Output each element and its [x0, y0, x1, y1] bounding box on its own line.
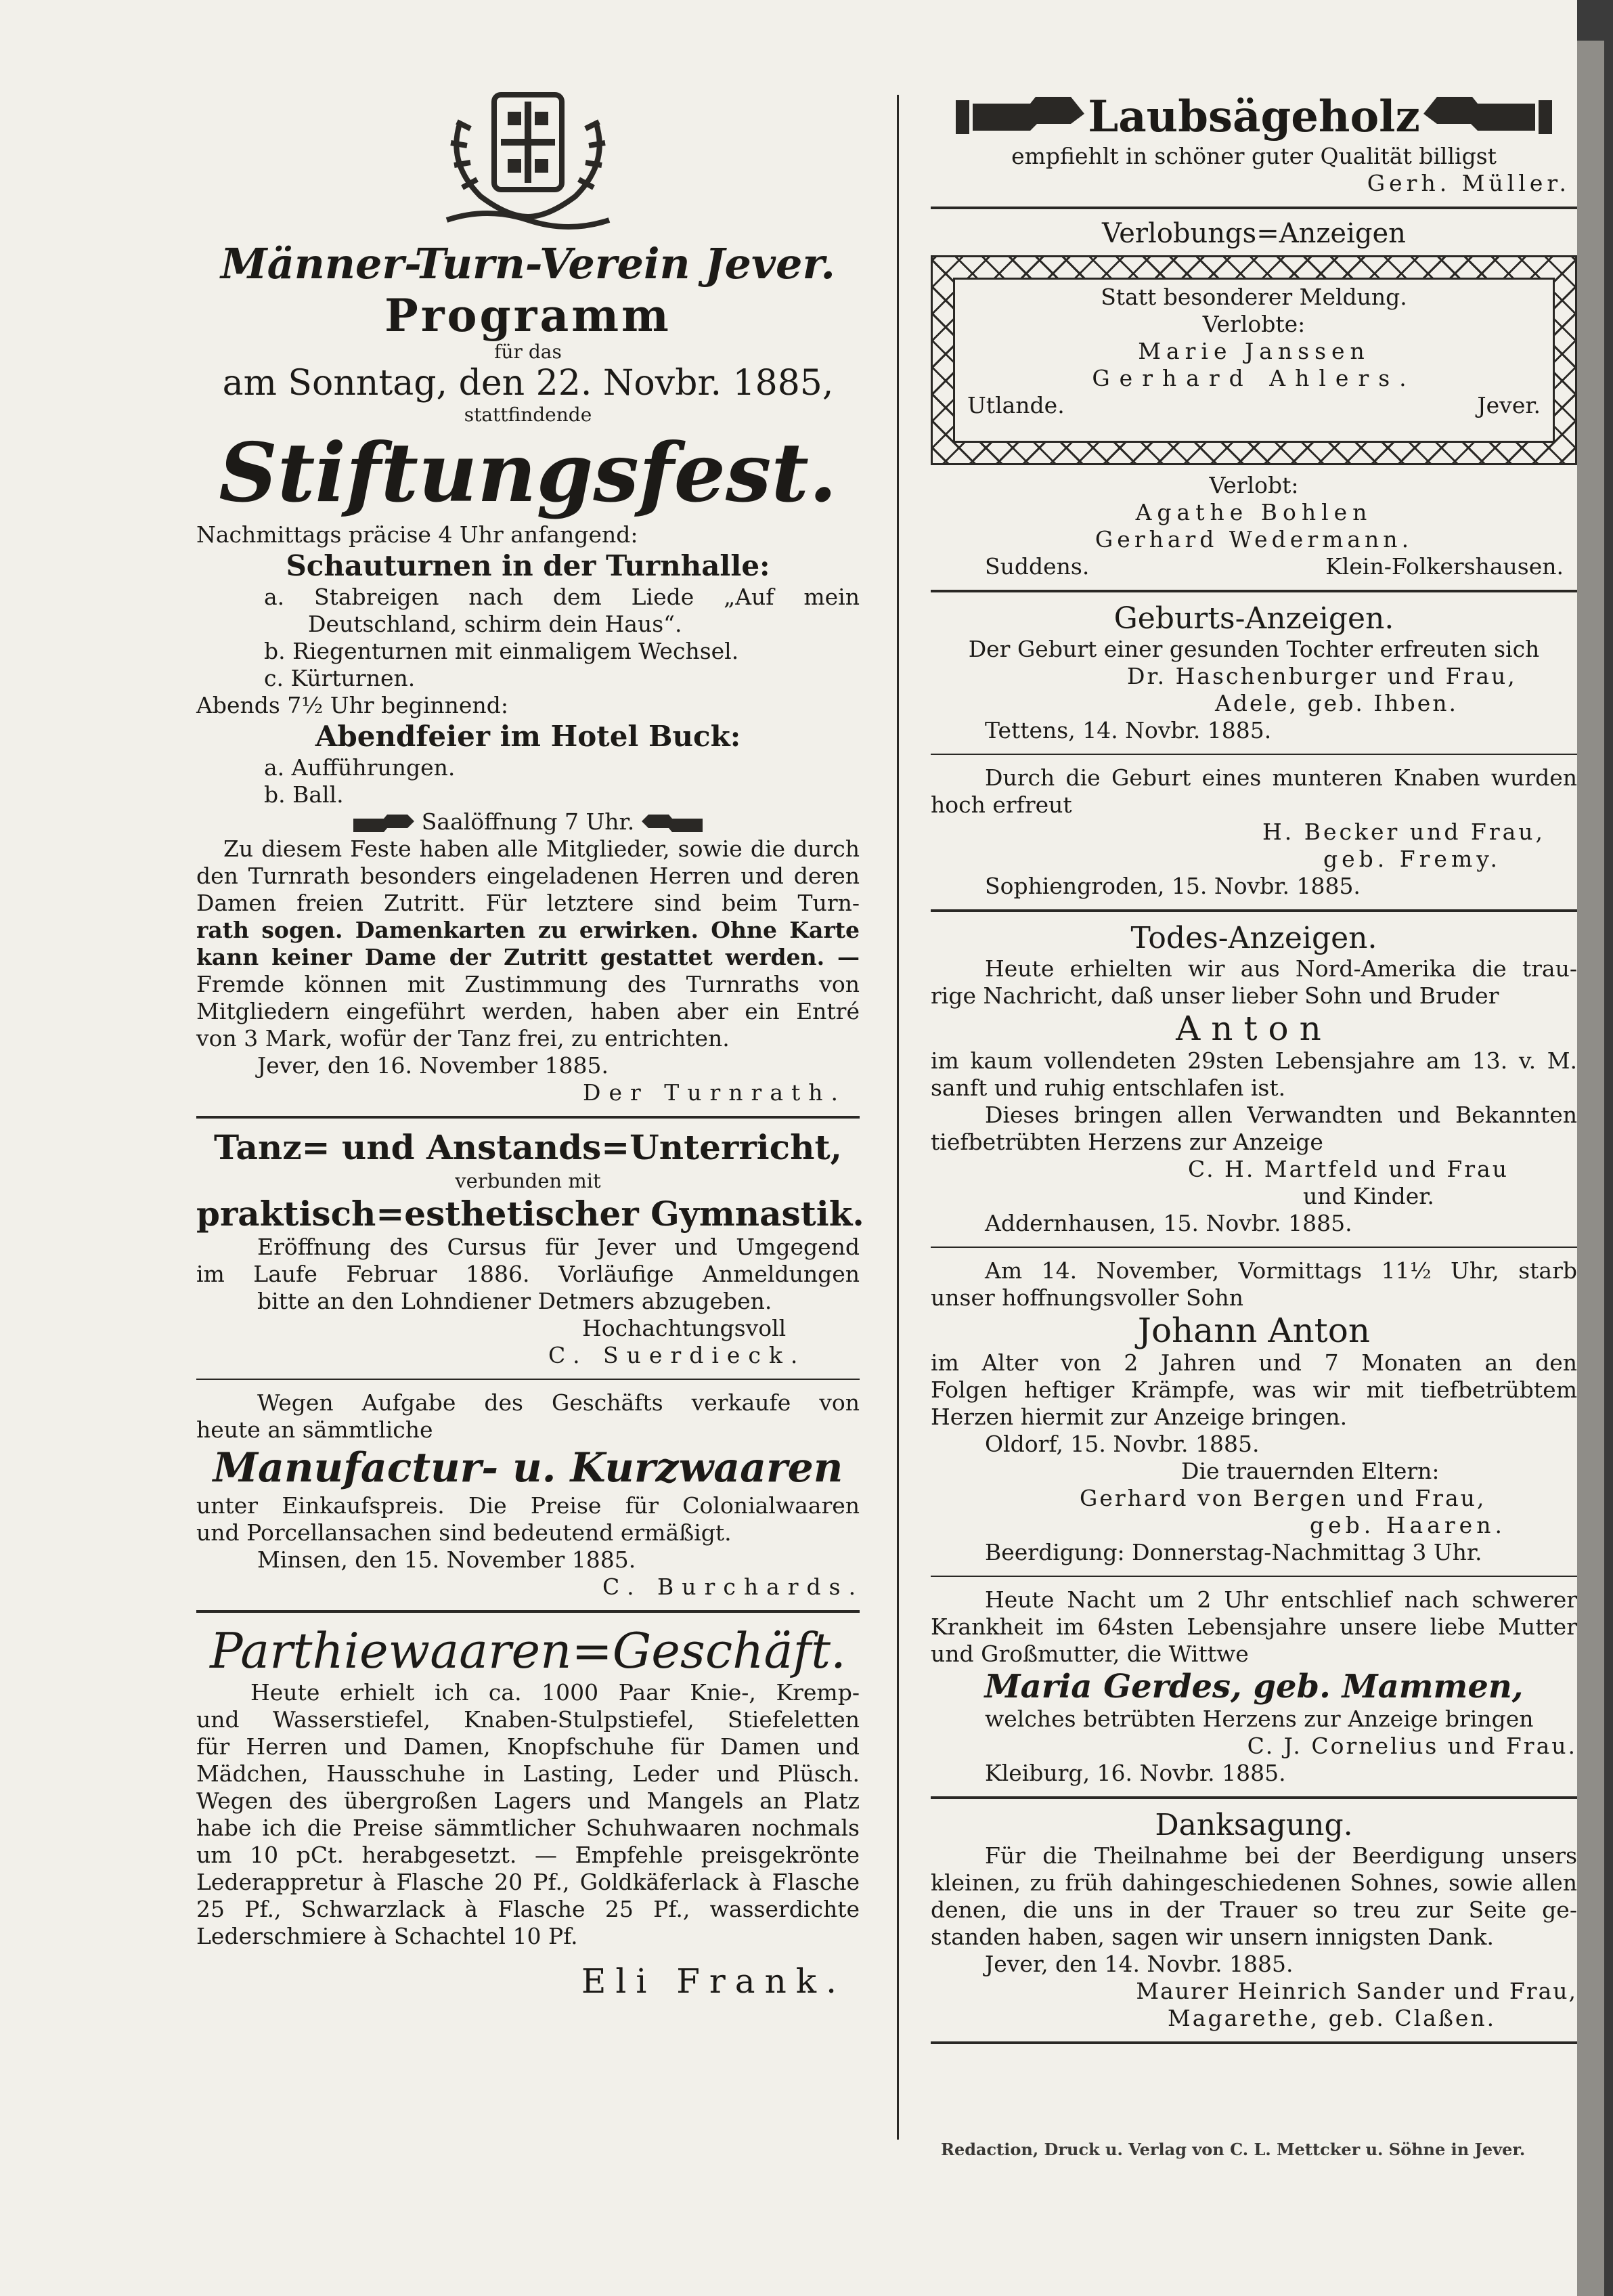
wegen-line-2: heute an sämmtliche — [196, 1416, 433, 1443]
tod2-line-2: unser hoffnungsvoller Sohn — [931, 1284, 1244, 1311]
verlobt-label: Verlobt: — [1209, 472, 1299, 498]
parthie-line-1: Heute erhielt ich ca. 1000 Paar Knie-, Kremp- — [250, 1679, 860, 1706]
kinder: und Kinder. — [1303, 1183, 1434, 1209]
haschenburger: Dr. Haschenburger und Frau, — [1127, 663, 1517, 689]
hochachtungsvoll: Hochachtungsvoll — [582, 1315, 787, 1341]
item2-a: a. Aufführungen. — [264, 754, 456, 781]
dank-line-1: Für die Theilnahme bei der Beerdigung unsers — [985, 1842, 1577, 1869]
item-a1: a. Stabreigen nach dem Liede „Auf mein — [264, 584, 860, 610]
verlobungs-heading: Verlobungs=Anzeigen — [1102, 218, 1406, 249]
places-row — [967, 392, 1541, 419]
parthie-line-9: 25 Pf., Schwarzlack à Flasche 25 Pf., wasserdichte — [196, 1896, 860, 1922]
item2-b: b. Ball. — [264, 781, 344, 808]
adele: Adele, geb. Ihben. — [1215, 690, 1458, 716]
geburts-heading: Geburts-Anzeigen. — [1113, 601, 1394, 636]
item-b: b. Riegenturnen mit einmaligem Wechsel. — [264, 638, 739, 664]
johann-anton-name: Johann Anton — [1137, 1311, 1371, 1350]
parthie-line-4: Mädchen, Hausschuhe in Lasting, Leder und Plüsch. — [196, 1760, 860, 1787]
gymnastik-heading: praktisch=esthetischer Gymnastik. — [196, 1194, 864, 1234]
tanz-line-2: im Laufe Februar 1886. Vorläufige Anmeldungen — [196, 1261, 860, 1287]
jever: Jever. — [1477, 392, 1541, 418]
rule-r5 — [931, 1247, 1577, 1248]
laub-body: empfiehlt in schöner guter Qualität billigst — [1011, 143, 1497, 169]
item-a2: Deutschland, schirm dein Haus“. — [308, 611, 682, 637]
wedermann-name: Gerhard Wedermann. — [1095, 526, 1413, 553]
marie-name: Marie Janssen — [1138, 338, 1370, 364]
maria-gerdes-name: Maria Gerdes, geb. Mammen, — [984, 1668, 1524, 1706]
body-line-4: rath sogen. Damenkarten zu erwirken. Ohne Karte — [196, 917, 860, 943]
mueller-signature: Gerh. Müller. — [1367, 170, 1570, 196]
bergen: Gerhard von Bergen und Frau, — [1080, 1485, 1486, 1511]
stattfindende: stattfindende — [464, 404, 592, 426]
manufactur-line-1: unter Einkaufspreis. Die Preise für Colonialwaaren — [196, 1492, 860, 1519]
kleiburg-date: Kleiburg, 16. Novbr. 1885. — [985, 1760, 1286, 1786]
beerdigung: Beerdigung: Donnerstag-Nachmittag 3 Uhr. — [985, 1539, 1482, 1565]
parthie-heading: Parthiewaaren=Geschäft. — [210, 1622, 846, 1679]
verlobte-label: Verlobte: — [1202, 311, 1306, 337]
fuer-das: für das — [494, 341, 562, 363]
todes-heading: Todes-Anzeigen. — [1130, 921, 1377, 955]
sophien-date: Sophiengroden, 15. Novbr. 1885. — [985, 873, 1361, 899]
nachmittags-line: Nachmittags präcise 4 Uhr anfangend: — [196, 521, 638, 548]
agathe-name: Agathe Bohlen — [1135, 499, 1373, 525]
statt-line: Statt besonderer Meldung. — [1101, 284, 1407, 310]
left-column — [196, 81, 864, 2003]
abends-line: Abends 7½ Uhr beginnend: — [196, 692, 508, 718]
dank-line-3: denen, die uns in der Trauer so treu zur Seite ge- — [931, 1897, 1577, 1923]
rule-r1 — [931, 207, 1577, 209]
tod2b-line-3: Herzen hiermit zur Anzeige bringen. — [931, 1404, 1348, 1430]
sander: Maurer Heinrich Sander und Frau, — [1136, 1978, 1577, 2004]
tanz-line-1: Eröffnung des Cursus für Jever und Umgegend — [257, 1234, 860, 1260]
parthie-line-3: für Herren und Damen, Knopfschuhe für Damen und — [196, 1733, 860, 1760]
tod1-line-2: rige Nachricht, daß unser lieber Sohn und Bruder — [931, 982, 1499, 1009]
saaloeffnung-line — [196, 808, 860, 836]
tod1b-line-1: im kaum vollendeten 29sten Lebensjahre am 13. v. M. — [931, 1047, 1577, 1074]
rule-r2 — [931, 590, 1577, 592]
body-line-7: Mitgliedern eingeführt werden, haben aber ein Entré — [196, 998, 860, 1024]
eli-frank-signature: Eli Frank. — [581, 1962, 846, 2001]
body-line-8: von 3 Mark, wofür der Tanz frei, zu entrichten. — [196, 1025, 730, 1052]
burchards-signature: C. Burchards. — [602, 1574, 864, 1600]
parthie-line-5: Wegen des übergroßen Lagers und Mangels an Platz — [196, 1788, 860, 1814]
saaloeffnung-text: Saalöffnung 7 Uhr. — [421, 808, 635, 835]
verlobung-frame — [931, 255, 1577, 465]
verlobung-frame-inner — [953, 278, 1555, 443]
rule-r3 — [931, 754, 1577, 755]
jever14-date: Jever, den 14. Novbr. 1885. — [985, 1951, 1294, 1977]
column-divider — [897, 95, 899, 2140]
geburt2-line-1: Durch die Geburt eines munteren Knaben wurden — [985, 764, 1577, 791]
pointing-hand-left-icon — [1423, 93, 1552, 141]
eltern-label: Die trauernden Eltern: — [1181, 1458, 1440, 1484]
rule-r7 — [931, 1796, 1577, 1799]
tanz-heading: Tanz= und Anstands=Unterricht, — [214, 1127, 842, 1167]
right-column — [931, 91, 1577, 2054]
parthie-line-2: und Wasserstiefel, Knaben-Stulpstiefel, Stiefeletten — [196, 1706, 860, 1733]
tod3-line-2: Krankheit im 64sten Lebensjahre unsere liebe Mutter — [931, 1613, 1577, 1640]
geburt-line-1: Der Geburt einer gesunden Tochter erfreuten sich — [968, 636, 1540, 662]
welches-line: welches betrübten Herzens zur Anzeige bringen — [985, 1706, 1534, 1732]
tanz-line-3: bitte an den Lohndiener Detmers abzugeben. — [257, 1288, 772, 1314]
body-line-5: kann keiner Dame der Zutritt gestattet werden. — — [196, 944, 860, 970]
verbunden-mit: verbunden mit — [455, 1169, 601, 1192]
dank-line-4: standen haben, sagen wir unsern innigsten Dank. — [931, 1924, 1494, 1950]
item-c: c. Kürturnen. — [264, 665, 416, 691]
laubsaege-heading-row — [931, 91, 1577, 143]
cornelius: C. J. Cornelius und Frau. — [1247, 1733, 1577, 1759]
laubsaege-heading: Laubsägeholz — [1088, 91, 1420, 142]
body-line-2: den Turnrath besonders eingeladenen Herren und deren — [196, 863, 860, 889]
minsen-date: Minsen, den 15. November 1885. — [257, 1546, 636, 1573]
rule-2 — [196, 1379, 860, 1380]
tod2b-line-1: im Alter von 2 Jahren und 7 Monaten an den — [931, 1349, 1577, 1376]
geburt2-line-2: hoch erfreut — [931, 792, 1072, 818]
tod3-line-1: Heute Nacht um 2 Uhr entschlief nach schwerer — [985, 1586, 1577, 1613]
parthie-line-7: um 10 pCt. herabgesetzt. — Empfehle preisgekrönte — [196, 1842, 860, 1868]
body-line-1: Zu diesem Feste haben alle Mitglieder, sowie die durch — [223, 836, 860, 862]
tod1b-line-4: tiefbetrübten Herzens zur Anzeige — [931, 1129, 1323, 1155]
schauturnen-heading: Schauturnen in der Turnhalle: — [286, 549, 770, 582]
parthie-line-8: Lederappretur à Flasche 20 Pf., Goldkäferlack à Flasche — [196, 1869, 860, 1895]
pointing-hand-right-icon — [353, 813, 414, 833]
body-line-3: Damen freien Zutritt. Für letztere sind beim Turn- — [196, 890, 860, 916]
suerdieck-signature: C. Suerdieck. — [548, 1342, 806, 1368]
jever-date: Jever, den 16. November 1885. — [257, 1052, 609, 1079]
page-edge — [1577, 41, 1604, 2296]
fremy: geb. Fremy. — [1323, 846, 1502, 872]
tettens-date: Tettens, 14. Novbr. 1885. — [985, 717, 1272, 743]
tod1-line-1: Heute erhielten wir aus Nord-Amerika die trau- — [985, 955, 1577, 982]
turnverein-emblem-icon — [406, 81, 650, 237]
manufactur-heading: Manufactur- u. Kurzwaaren — [213, 1444, 843, 1492]
magarethe: Magarethe, geb. Claßen. — [1168, 2005, 1497, 2031]
tod1b-line-2: sanft und ruhig entschlafen ist. — [931, 1075, 1286, 1101]
anton-name: Anton — [1176, 1009, 1332, 1048]
tod2-line-1: Am 14. November, Vormittags 11½ Uhr, starb — [985, 1257, 1577, 1284]
addern-date: Addernhausen, 15. Novbr. 1885. — [985, 1210, 1352, 1236]
martfeld: C. H. Martfeld und Frau — [1188, 1156, 1509, 1182]
pointing-hand-right-icon — [956, 93, 1084, 141]
programm-heading: Programm — [384, 289, 671, 342]
utlande: Utlande. — [967, 392, 1065, 418]
rule-r4 — [931, 909, 1577, 912]
becker: H. Becker und Frau, — [1262, 819, 1546, 845]
danksagung-heading: Danksagung. — [1155, 1808, 1353, 1842]
abendfeier-heading: Abendfeier im Hotel Buck: — [315, 720, 741, 753]
parthie-line-6: habe ich die Preise sämmtlicher Schuhwaaren nochmals — [196, 1815, 860, 1841]
verein-title: Männer-Turn-Verein Jever. — [220, 239, 836, 288]
date-line: am Sonntag, den 22. Novbr. 1885, — [222, 363, 834, 404]
places-row-2 — [931, 553, 1577, 580]
tod3-line-3: und Großmutter, die Wittwe — [931, 1641, 1249, 1667]
rule-1 — [196, 1116, 860, 1119]
pointing-hand-left-icon — [642, 813, 703, 833]
manufactur-line-2: und Porcellansachen sind bedeutend ermäßigt. — [196, 1519, 732, 1546]
rule-r6 — [931, 1576, 1577, 1577]
imprint-footer: Redaction, Druck u. Verlag von C. L. Mettcker u. Söhne in Jever. — [941, 2140, 1526, 2159]
haaren: geb. Haaren. — [1310, 1512, 1506, 1538]
turnrath-signature: Der Turnrath. — [583, 1079, 846, 1106]
suddens: Suddens. — [985, 553, 1090, 580]
tod1b-line-3: Dieses bringen allen Verwandten und Bekannten — [985, 1102, 1577, 1128]
gerhard-ahlers-name: Gerhard Ahlers. — [1092, 365, 1416, 391]
dank-line-2: kleinen, zu früh dahingeschiedenen Sohnes, sowie allen — [931, 1869, 1577, 1896]
folkers: Klein-Folkershausen. — [1325, 553, 1564, 580]
body-line-6: Fremde können mit Zustimmung des Turnraths von — [196, 971, 860, 997]
tod2b-line-2: Folgen heftiger Krämpfe, was wir mit tiefbetrübtem — [931, 1377, 1577, 1403]
parthie-line-10: Lederschmiere à Schachtel 10 Pf. — [196, 1923, 578, 1949]
stiftungsfest-heading: Stiftungsfest. — [219, 425, 837, 521]
oldorf-date: Oldorf, 15. Novbr. 1885. — [985, 1431, 1260, 1457]
rule-3 — [196, 1610, 860, 1613]
wegen-line-1: Wegen Aufgabe des Geschäfts verkaufe von — [257, 1389, 860, 1416]
rule-r8 — [931, 2041, 1577, 2044]
